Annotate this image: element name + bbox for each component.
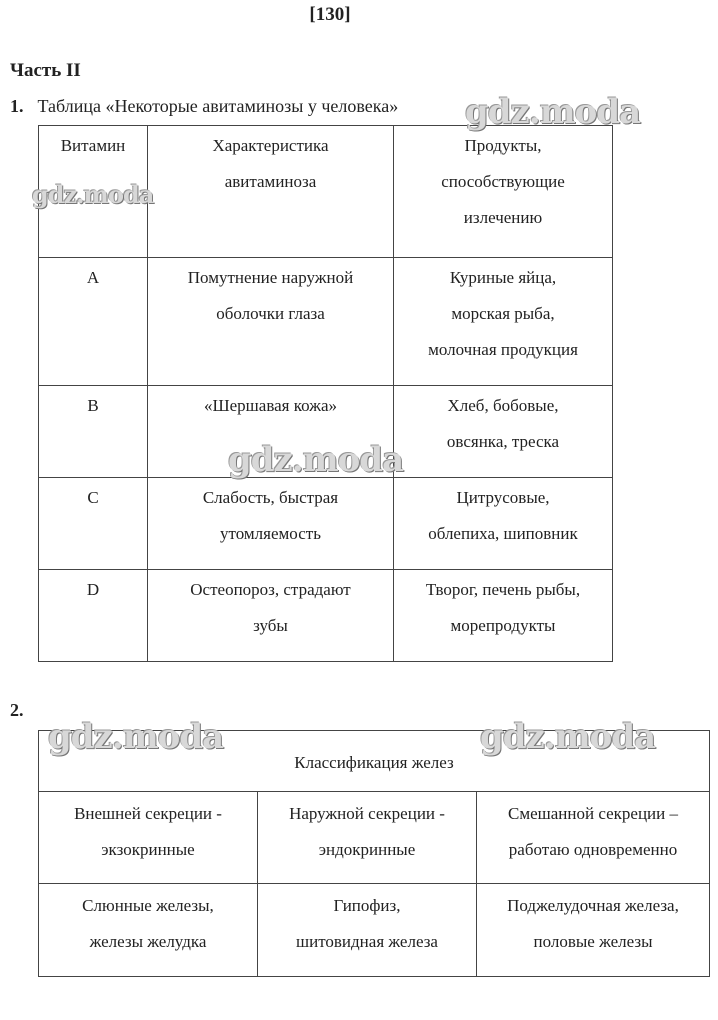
category-cell: Внешней секреции - экзокринные xyxy=(39,792,258,884)
task1-title: Таблица «Некоторые авитаминозы у человека» xyxy=(37,96,399,116)
table-row xyxy=(39,258,613,386)
table-row xyxy=(39,570,613,662)
task2-number: 2. xyxy=(10,700,24,720)
page-number: [130] xyxy=(309,4,351,25)
characteristic-cell: «Шершавая кожа» xyxy=(148,386,394,478)
characteristic-cell: Слабость, быстрая утомляемость xyxy=(148,478,394,570)
category-cell: Наружной секреции - эндокринные xyxy=(258,792,477,884)
table-title-row xyxy=(39,731,710,792)
watermark: gdz.moda xyxy=(48,717,224,757)
table-title: Классификация желез xyxy=(39,731,710,792)
part-title: Часть II xyxy=(10,60,81,81)
watermark: gdz.moda xyxy=(465,92,641,132)
vitamin-cell: A xyxy=(39,258,148,386)
table-row xyxy=(39,386,613,478)
gland-classification-table xyxy=(38,730,710,977)
header-characteristic: Характеристика авитаминоза xyxy=(148,126,394,258)
task1-number: 1. xyxy=(10,96,24,116)
products-cell: Творог, печень рыбы, морепродукты xyxy=(394,570,613,662)
header-products: Продукты, способствующие излечению xyxy=(394,126,613,258)
watermark: gdz.moda xyxy=(228,440,404,480)
example-cell: Гипофиз, шитовидная железа xyxy=(258,884,477,977)
example-cell: Слюнные железы, железы желудка xyxy=(39,884,258,977)
table-header-row xyxy=(39,126,613,258)
category-cell: Смешанной секреции – работаю одновременно xyxy=(477,792,710,884)
avitaminosis-table xyxy=(38,125,613,662)
vitamin-cell: D xyxy=(39,570,148,662)
characteristic-cell: Остеопороз, страдают зубы xyxy=(148,570,394,662)
vitamin-cell: C xyxy=(39,478,148,570)
table-row xyxy=(39,884,710,977)
products-cell: Хлеб, бобовые, овсянка, треска xyxy=(394,386,613,478)
header-vitamin: Витамин xyxy=(39,126,148,258)
table-row xyxy=(39,792,710,884)
products-cell: Цитрусовые, облепиха, шиповник xyxy=(394,478,613,570)
vitamin-cell: B xyxy=(39,386,148,478)
task1-heading xyxy=(10,96,398,117)
watermark: gdz.moda xyxy=(32,180,154,209)
watermark: gdz.moda xyxy=(480,717,656,757)
characteristic-cell: Помутнение наружной оболочки глаза xyxy=(148,258,394,386)
example-cell: Поджелудочная железа, половые железы xyxy=(477,884,710,977)
products-cell: Куриные яйца, морская рыба, молочная продукция xyxy=(394,258,613,386)
table-row xyxy=(39,478,613,570)
